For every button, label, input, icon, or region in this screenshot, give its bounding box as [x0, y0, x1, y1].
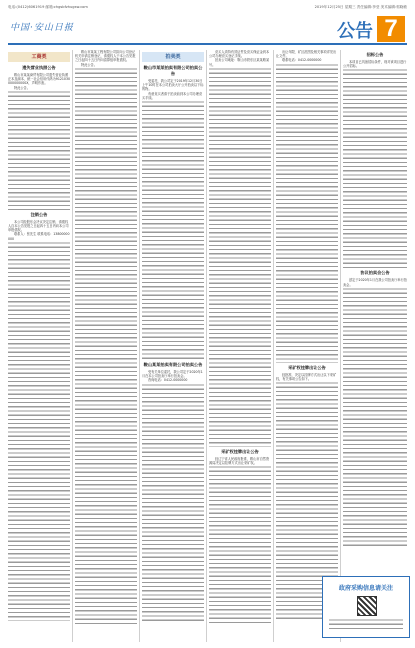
- column-divider: [340, 50, 341, 642]
- notice-title: 注销公告: [30, 211, 48, 217]
- column-1: [8, 50, 70, 642]
- advertisement-box: [322, 576, 410, 638]
- notice-title: 鞍山某某拍卖有限公司拍卖公告: [143, 362, 203, 368]
- column-heading: 工商类: [8, 52, 70, 62]
- page-number-badge: 7: [377, 16, 405, 42]
- qr-code-icon: [357, 596, 377, 616]
- notice-paragraph: 竞买人须持有效证件及竞买保证金到本公司办理竞买登记手续。: [209, 50, 270, 59]
- notice-paragraph: 受有关单位委托，我公司定于2020年1月在本公司拍卖厅举行拍卖会。: [142, 370, 203, 379]
- advertisement-text: [329, 618, 403, 632]
- notice-body-text: [209, 67, 271, 447]
- notice-paragraph: 联系电话：0412-0000000: [282, 58, 322, 63]
- notice-body-text: [8, 241, 70, 621]
- notice-title: 鞍山市某某拍卖有限公司拍卖公告: [143, 65, 203, 76]
- column-divider: [273, 50, 274, 642]
- top-info-line: [8, 3, 407, 12]
- notice-title: 招标公告: [366, 52, 384, 57]
- notice-body-text: [343, 287, 407, 547]
- notice-title: 采矿权挂牌出让公告: [221, 448, 259, 454]
- notice-paragraph: 本项目已具备招标条件，现对该项目进行公开招标。: [343, 60, 407, 69]
- column-5: [276, 50, 338, 642]
- section-title: 公告: [337, 21, 373, 42]
- column-divider: [206, 50, 207, 642]
- notice-paragraph: 受委托，我公司定于2019年12月30日上午10时在本公司拍卖大厅公开拍卖以下标的物。: [142, 79, 204, 92]
- notice-body-text: [8, 90, 70, 210]
- notice-body-text: [142, 383, 204, 623]
- notice-paragraph: 经批准，决定以挂牌方式出让以下采矿权，有关事项公告如下。: [276, 372, 337, 381]
- masthead: [8, 13, 407, 45]
- notice-body-text: [343, 68, 407, 268]
- notice-body-text: [75, 67, 137, 627]
- column-4: [209, 50, 271, 642]
- notice-paragraph: 特此公告。: [14, 85, 30, 90]
- notice-paragraph: 经辽宁省人民政府批准，鞍山市自然资源局决定以挂牌方式出让采矿权。: [209, 456, 270, 466]
- date-editor-info: 2019年12月25日 星期三 责任编辑:李莹 美术编辑:郭晓敏: [314, 5, 407, 9]
- notice-paragraph: 有意竞买者请于拍卖前到本公司办理竞买手续。: [142, 91, 203, 100]
- notice-body-text: [142, 100, 204, 360]
- notice-body-text: [276, 63, 338, 363]
- notice-paragraph: 鞍山市某某工程有限公司拟向公司登记机关申请注销登记，请债权人于本公告见报之日起四十五日内向清算组申报债权。: [75, 50, 136, 63]
- notice-title: 采矿权挂牌出让公告: [288, 364, 326, 370]
- column-6: [343, 50, 407, 570]
- notice-paragraph: 本公司经股东会决议决定注销，请债权人自本公告见报之日起四十五日内向本公司申报债权。: [8, 219, 69, 233]
- notice-paragraph: 特此公告。: [81, 62, 97, 67]
- column-2: [75, 50, 137, 642]
- masthead-rule: [8, 43, 407, 45]
- notice-paragraph: 咨询电话：0412-0000000: [148, 378, 188, 383]
- notice-title: 协议拍卖会公告: [360, 270, 390, 276]
- column-3: [142, 50, 204, 642]
- notice-paragraph: 鞍山市某某商贸有限公司遗失营业执照正本及副本，统一社会信用代码为9121030000000000X，声明作废。: [8, 73, 70, 86]
- contact-info: 电话:(0412)6061919 邮箱:chgsbfzhugsw.com: [8, 5, 88, 9]
- notice-body-text: [209, 465, 271, 625]
- notice-paragraph: 兹定于2020年1月在我公司拍卖厅举行拍卖会。: [343, 278, 407, 287]
- notice-paragraph: 拍卖公司地址：鞍山市铁东区某某路某号。: [209, 58, 270, 67]
- column-divider: [72, 50, 73, 642]
- newspaper-logo: 中国·安山日报: [10, 23, 74, 33]
- notice-paragraph: 联系人：张先生 联系电话：13800000000: [8, 232, 70, 241]
- notice-title: 遗失营业执照公告: [22, 65, 56, 70]
- column-heading: 拍卖类: [142, 52, 204, 62]
- notice-paragraph: 出让年限、矿区范围及相关事项详见出让文件。: [276, 50, 337, 59]
- advertisement-title: 政府采购信息请关注: [338, 585, 393, 592]
- column-divider: [139, 50, 140, 642]
